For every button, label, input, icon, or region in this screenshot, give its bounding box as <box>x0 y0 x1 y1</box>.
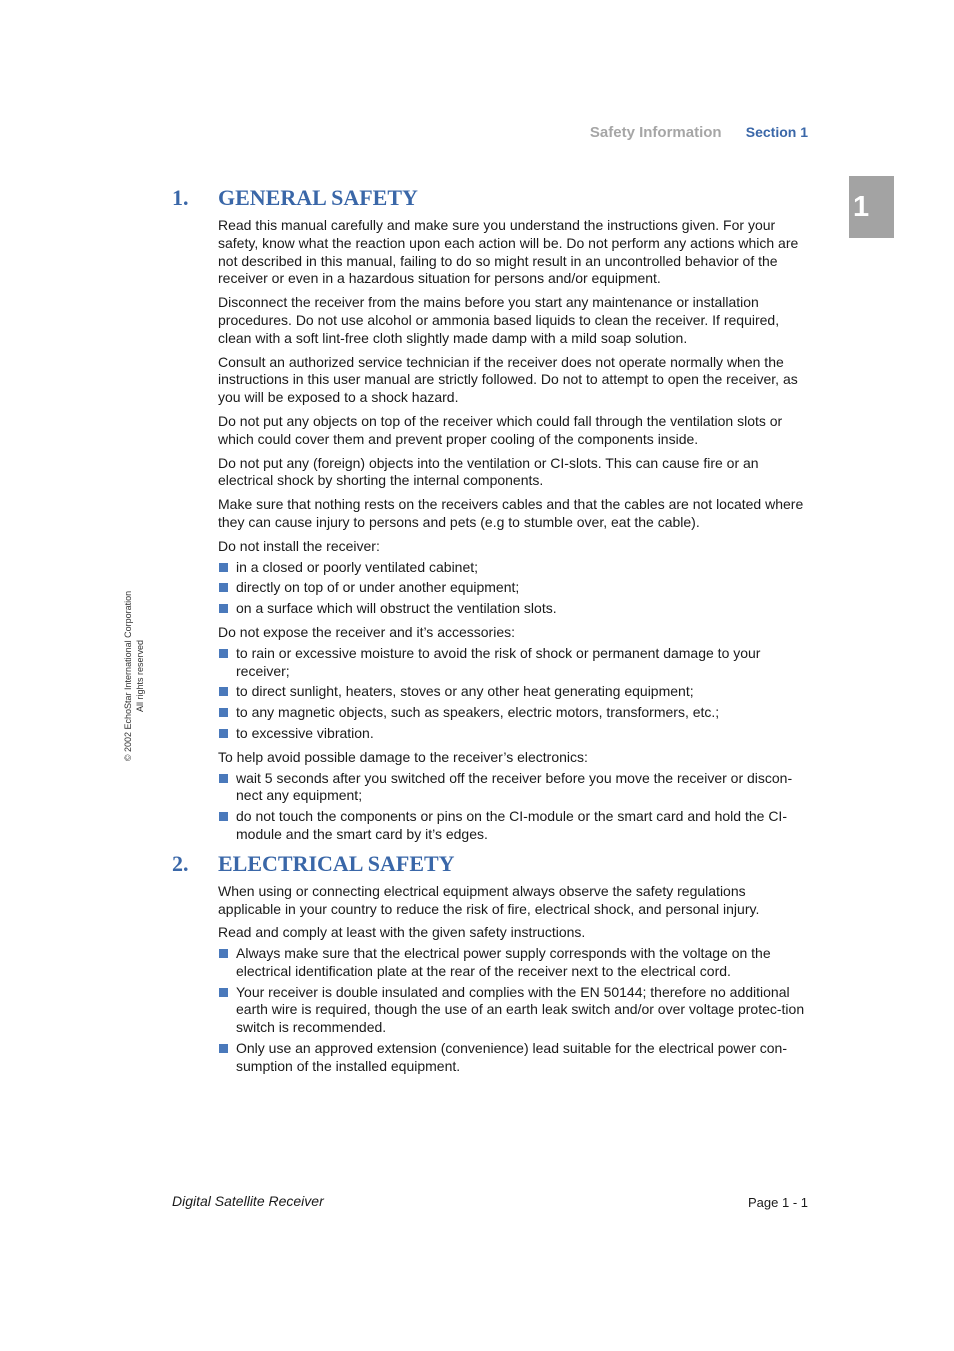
section-title: ELECTRICAL SAFETY <box>218 850 455 876</box>
page-content <box>172 184 810 1082</box>
chapter-tab: 1 <box>849 176 894 238</box>
paragraph: Disconnect the receiver from the mains before you start any maintenance or installation procedures. Do not use alcohol or ammonia based liquids to clean the receiver. If required, clean with a soft lint-free cloth slightly made damp with a mild soap solution. <box>218 294 780 346</box>
page-number: Page 1 - 1 <box>748 1195 808 1210</box>
square-bullet-icon <box>219 949 228 958</box>
header-section: Section 1 <box>745 124 808 140</box>
list-item <box>218 683 810 701</box>
list-item <box>218 770 810 806</box>
square-bullet-icon <box>219 708 228 717</box>
running-header <box>590 124 808 141</box>
list-item-text: to direct sunlight, heaters, stoves or any other heat generating equipment; <box>236 683 694 700</box>
square-bullet-icon <box>219 604 228 613</box>
square-bullet-icon <box>219 687 228 696</box>
list-item-text: to rain or excessive moisture to avoid the risk of shock or permanent damage to your receiver; <box>236 644 761 679</box>
list-item-text: on a surface which will obstruct the ventilation slots. <box>236 600 557 617</box>
footer-title: Digital Satellite Receiver <box>172 1193 324 1209</box>
square-bullet-icon <box>219 1044 228 1053</box>
list-item <box>218 808 810 844</box>
paragraph: Consult an authorized service technician if the receiver does not operate normally when the instructions in this user manual are strictly followed. Do not to attempt to open the receiver, as you will be exposed to a shock hazard. <box>218 353 798 406</box>
copyright-line: © 2002 EchoStar International Corporation <box>123 590 133 762</box>
bullet-list <box>218 770 810 844</box>
square-bullet-icon <box>219 583 228 592</box>
paragraph: When using or connecting electrical equipment always observe the safety regulations applicable in your country to reduce the risk of fire, electrical shock, and personal injury. <box>218 882 760 917</box>
list-item-text: to excessive vibration. <box>236 724 374 741</box>
square-bullet-icon <box>219 812 228 821</box>
list-item <box>218 945 810 981</box>
bullet-list <box>218 645 810 743</box>
square-bullet-icon <box>219 729 228 738</box>
paragraph: Read this manual carefully and make sure you understand the instructions given. For your safety, know what the reaction upon each action will be. Do not perform any actions which are not described in this manual, failing to do so might result in an uncontrolled behavior of the receiver or even in a hazardous situation for persons and/or equipment. <box>218 217 799 287</box>
section-number: 1. <box>172 185 189 210</box>
bullet-list <box>218 559 810 618</box>
section-number: 2. <box>172 850 189 876</box>
section-body <box>218 217 810 844</box>
section-title: GENERAL SAFETY <box>218 185 418 210</box>
list-item <box>218 1040 810 1076</box>
list-intro: Do not expose the receiver and it’s accessories: <box>218 623 516 640</box>
list-item-text: to any magnetic objects, such as speakers, electric motors, transformers, etc.; <box>236 704 720 721</box>
list-item-text: Your receiver is double insulated and complies with the EN 50144; therefore no additional earth wire is required, though the use of an earth leak switch and/or over voltage protec-tion switch is recommended. <box>236 983 805 1036</box>
paragraph: Do not put any objects on top of the receiver which could fall through the ventilation slots or which could cover them and prevent proper cooling of the components inside. <box>218 412 783 447</box>
list-item-text: directly on top of or under another equipment; <box>236 579 520 596</box>
list-intro: To help avoid possible damage to the receiver’s electronics: <box>218 748 588 765</box>
list-item <box>218 725 810 743</box>
rights-line: All rights reserved <box>135 639 145 713</box>
list-item-text: wait 5 seconds after you switched off the receiver before you move the receiver or discon-nect any equipment; <box>236 769 793 804</box>
bullet-list <box>218 945 810 1076</box>
section-1 <box>172 184 810 844</box>
section-heading <box>172 850 810 878</box>
section-body <box>218 883 810 1076</box>
copyright-notice <box>122 566 146 786</box>
square-bullet-icon <box>219 649 228 658</box>
paragraph: Make sure that nothing rests on the receivers cables and that the cables are not located where they can cause injury to persons and pets (e.g to stumble over, eat the cable). <box>218 496 804 530</box>
list-item <box>218 984 810 1037</box>
section-2 <box>172 850 810 1076</box>
list-intro: Read and comply at least with the given safety instructions. <box>218 924 586 941</box>
list-item <box>218 559 810 577</box>
header-title: Safety Information <box>589 124 722 141</box>
section-heading <box>172 184 810 212</box>
list-item-text: do not touch the components or pins on the CI-module or the smart card and hold the CI-module and the smart card by it’s edges. <box>236 808 787 842</box>
list-item <box>218 704 810 722</box>
square-bullet-icon <box>219 563 228 572</box>
list-item <box>218 579 810 597</box>
list-item <box>218 600 810 618</box>
list-item <box>218 645 810 681</box>
square-bullet-icon <box>219 988 228 997</box>
list-item-text: Only use an approved extension (convenience) lead suitable for the electrical power con-sumption of the installed equipment. <box>236 1040 787 1074</box>
list-item-text: Always make sure that the electrical power supply corresponds with the voltage on the electrical identification plate at the rear of the receiver next to the electrical cord. <box>236 945 771 979</box>
list-intro: Do not install the receiver: <box>218 537 380 554</box>
paragraph: Do not put any (foreign) objects into the ventilation or CI-slots. This can cause fire or an electrical shock by shorting the internal components. <box>218 454 759 489</box>
square-bullet-icon <box>219 774 228 783</box>
list-item-text: in a closed or poorly ventilated cabinet; <box>236 558 479 575</box>
